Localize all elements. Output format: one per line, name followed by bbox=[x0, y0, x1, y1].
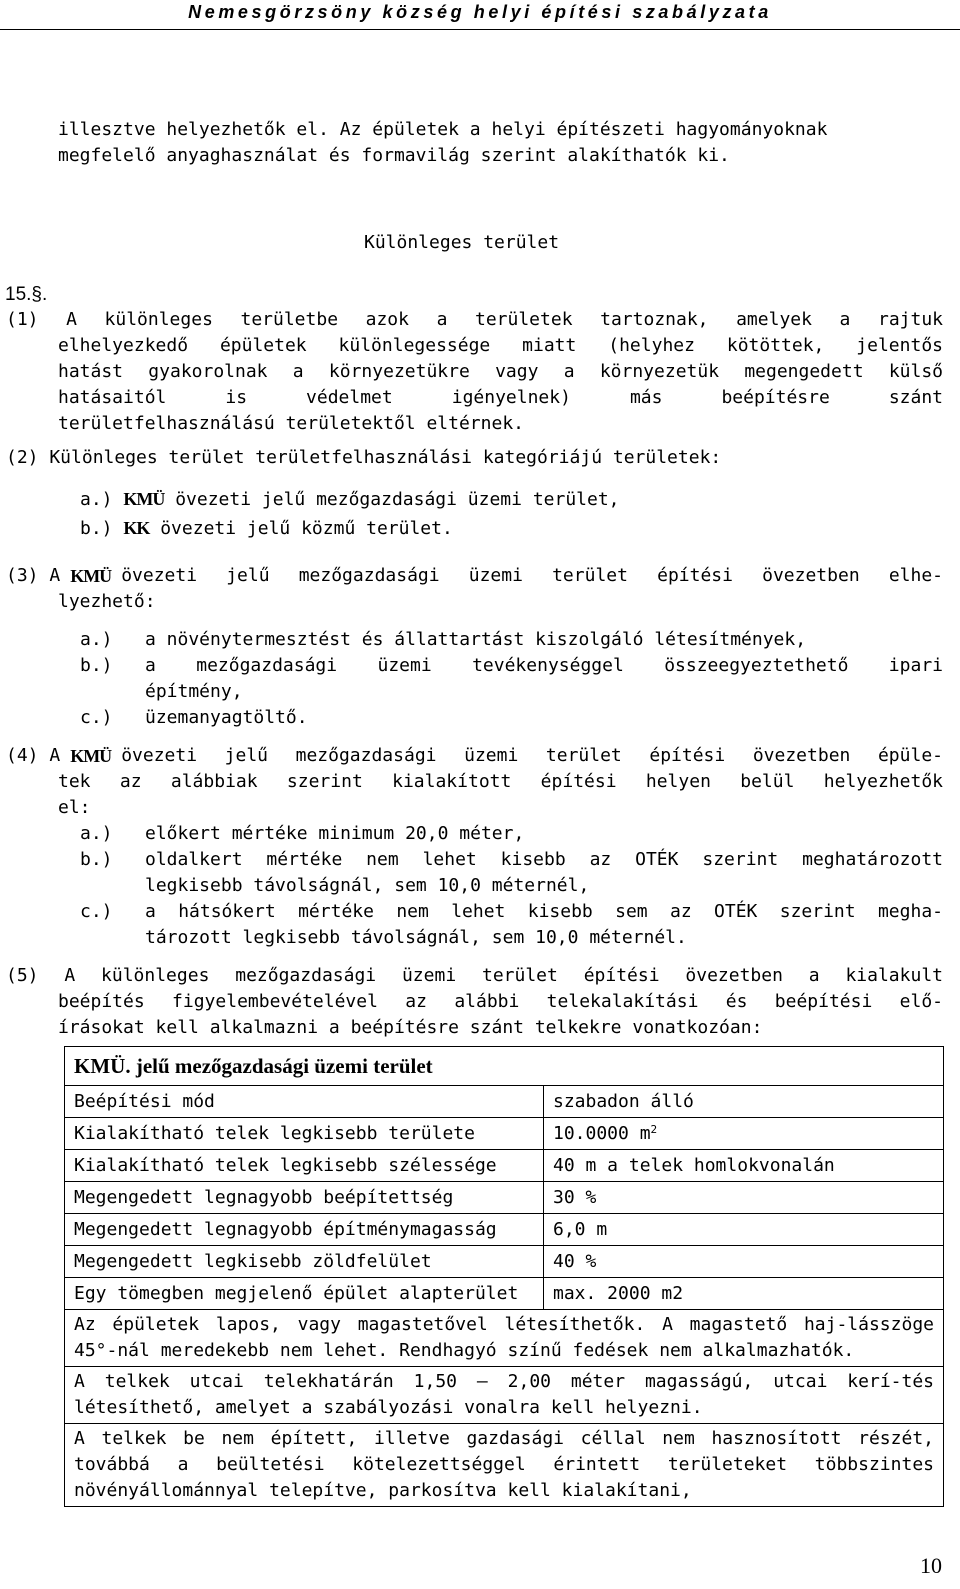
table-note-row bbox=[65, 1367, 944, 1424]
table-cell-value: 6,0 m bbox=[544, 1214, 944, 1246]
table-note: A telkek utcai telekhatárán 1,50 – 2,00 méter magasságú, utcai kerí-tés létesíthető, amelyet a szabályozási vonalra kell helyezni. bbox=[65, 1367, 944, 1424]
superscript: 2 bbox=[650, 1122, 658, 1136]
table-note-row bbox=[65, 1424, 944, 1507]
p3-line-1 bbox=[6, 563, 943, 589]
p3-prefix: (3) A bbox=[6, 565, 61, 586]
p2-b-prefix: b.) bbox=[80, 518, 113, 539]
table-cell-value: 40 % bbox=[544, 1246, 944, 1278]
p5-line-1: (5) A különleges mezőgazdasági üzemi terület építési övezetben a kialakult bbox=[6, 965, 943, 986]
p2-item-b bbox=[80, 515, 453, 542]
table-cell-value-text: 10.0000 m bbox=[553, 1122, 651, 1144]
p5-line-2: beépítés figyelembevételével az alábbi telekalakítási és beépítési elő- bbox=[58, 991, 943, 1012]
table-cell-label: Megengedett legkisebb zöldfelület bbox=[65, 1246, 544, 1278]
p3-b-text-2: építmény, bbox=[145, 681, 243, 702]
section-title: Különleges terület bbox=[364, 232, 560, 253]
p2-b-zone: KK bbox=[123, 518, 150, 538]
p3-b-prefix: b.) bbox=[80, 655, 113, 676]
p4-line-2: tek az alábbiak szerint kialakított építési helyen belül helyezhetők bbox=[58, 771, 943, 792]
table-cell-value: max. 2000 m2 bbox=[544, 1278, 944, 1310]
p3-c-text: üzemanyagtöltő. bbox=[145, 707, 308, 728]
table-row bbox=[65, 1278, 944, 1310]
p4-zone: KMÜ bbox=[70, 746, 112, 766]
table-title: jelű mezőgazdasági üzemi terület bbox=[135, 1054, 433, 1078]
p2-a-zone: KMÜ bbox=[123, 489, 165, 509]
table-cell-value: szabadon álló bbox=[544, 1086, 944, 1118]
table-cell-label: Kialakítható telek legkisebb területe bbox=[65, 1118, 544, 1150]
p2-b-text: övezeti jelű közmű terület. bbox=[160, 518, 453, 539]
p4-c-text-2: tározott legkisebb távolságnál, sem 10,0 méternél. bbox=[145, 927, 687, 948]
table-cell-label: Megengedett legnagyobb beépítettség bbox=[65, 1182, 544, 1214]
table-note: A telkek be nem épített, illetve gazdasági céllal nem hasznosított részét, továbbá a beültetési kötelezettséggel érintett területeket többszintes növényállománnyal telepítve, parkosítva kell kialakítani, bbox=[65, 1424, 944, 1507]
p1-line-2: elhelyezkedő épületek különlegessége miatt (helyhez kötöttek, jelentős bbox=[58, 335, 943, 356]
p3-c-prefix: c.) bbox=[80, 707, 113, 728]
table-zone-code: KMÜ. bbox=[74, 1054, 131, 1078]
table-header-cell bbox=[65, 1047, 944, 1086]
table-cell-value bbox=[544, 1118, 944, 1150]
p5-line-3: írásokat kell alkalmazni a beépítésre szánt telkekre vonatkozóan: bbox=[58, 1017, 763, 1038]
p4-prefix: (4) A bbox=[6, 745, 61, 766]
table-note: Az épületek lapos, vagy magastetővel létesíthetők. A magastető haj-lásszöge 45°-nál meredekebb nem lehet. Rendhagyó színű fedések nem alkalmazhatók. bbox=[65, 1310, 944, 1367]
p4-line-3: el: bbox=[58, 797, 91, 818]
p1-line-1: (1) A különleges területbe azok a területek tartoznak, amelyek a rajtuk bbox=[6, 309, 943, 330]
section-number: 15.§. bbox=[5, 284, 48, 305]
table-cell-label: Kialakítható telek legkisebb szélessége bbox=[65, 1150, 544, 1182]
p4-a-text: előkert mértéke minimum 20,0 méter, bbox=[145, 823, 525, 844]
intro-line-2: megfelelő anyaghasználat és formavilág szerint alakíthatók ki. bbox=[58, 145, 730, 166]
p4-b-prefix: b.) bbox=[80, 849, 113, 870]
document-header: Nemesgörzsöny község helyi építési szabályzata bbox=[188, 2, 772, 22]
page-number: 10 bbox=[920, 1553, 942, 1578]
p3-b-text-1: a mezőgazdasági üzemi tevékenységgel összeegyeztethető ipari bbox=[145, 655, 943, 676]
intro-line-1: illesztve helyezhetők el. Az épületek a helyi építészeti hagyományoknak bbox=[58, 119, 828, 140]
p3-zone: KMÜ bbox=[70, 566, 112, 586]
header-rule bbox=[0, 29, 960, 30]
p4-b-text-2: legkisebb távolságnál, sem 10,0 méternél, bbox=[145, 875, 590, 896]
table-row bbox=[65, 1214, 944, 1246]
table-row bbox=[65, 1182, 944, 1214]
table-row bbox=[65, 1118, 944, 1150]
p2-text: (2) Különleges terület területfelhasználási kategóriájú területek: bbox=[6, 447, 722, 468]
table-note-row bbox=[65, 1310, 944, 1367]
p4-c-text-1: a hátsókert mértéke nem lehet kisebb sem az OTÉK szerint megha- bbox=[145, 901, 943, 922]
p1-line-3: hatást gyakorolnak a környezetükre vagy a környezetük megengedett külső bbox=[58, 361, 943, 382]
p3-a-text: a növénytermesztést és állattartást kiszolgáló létesítmények, bbox=[145, 629, 807, 650]
p1-line-5: területfelhasználású területektől eltérnek. bbox=[58, 413, 524, 434]
p2-item-a bbox=[80, 486, 620, 513]
table-cell-label: Egy tömegben megjelenő épület alapterület bbox=[65, 1278, 544, 1310]
p3-a-prefix: a.) bbox=[80, 629, 113, 650]
table-row bbox=[65, 1150, 944, 1182]
table-header-row bbox=[65, 1047, 944, 1086]
p4-b-text-1: oldalkert mértéke nem lehet kisebb az OTÉK szerint meghatározott bbox=[145, 849, 943, 870]
table-cell-value: 40 m a telek homlokvonalán bbox=[544, 1150, 944, 1182]
p3-line-1-text: övezeti jelű mezőgazdasági üzemi terület építési övezetben elhe- bbox=[121, 565, 943, 586]
table-cell-label: Beépítési mód bbox=[65, 1086, 544, 1118]
table-row bbox=[65, 1246, 944, 1278]
p4-a-prefix: a.) bbox=[80, 823, 113, 844]
p4-line-1 bbox=[6, 743, 943, 769]
zone-regulation-table bbox=[64, 1046, 944, 1507]
table-cell-label: Megengedett legnagyobb építménymagasság bbox=[65, 1214, 544, 1246]
p2-a-text: övezeti jelű mezőgazdasági üzemi terület, bbox=[175, 489, 620, 510]
table-row bbox=[65, 1086, 944, 1118]
p3-line-2: lyezhető: bbox=[58, 591, 156, 612]
p4-line-1-text: övezeti jelű mezőgazdasági üzemi terület építési övezetben épüle- bbox=[121, 745, 943, 766]
p1-line-4: hatásaitól is védelmet igényelnek) más beépítésre szánt bbox=[58, 387, 943, 408]
table-cell-value: 30 % bbox=[544, 1182, 944, 1214]
p2-a-prefix: a.) bbox=[80, 489, 113, 510]
p4-c-prefix: c.) bbox=[80, 901, 113, 922]
